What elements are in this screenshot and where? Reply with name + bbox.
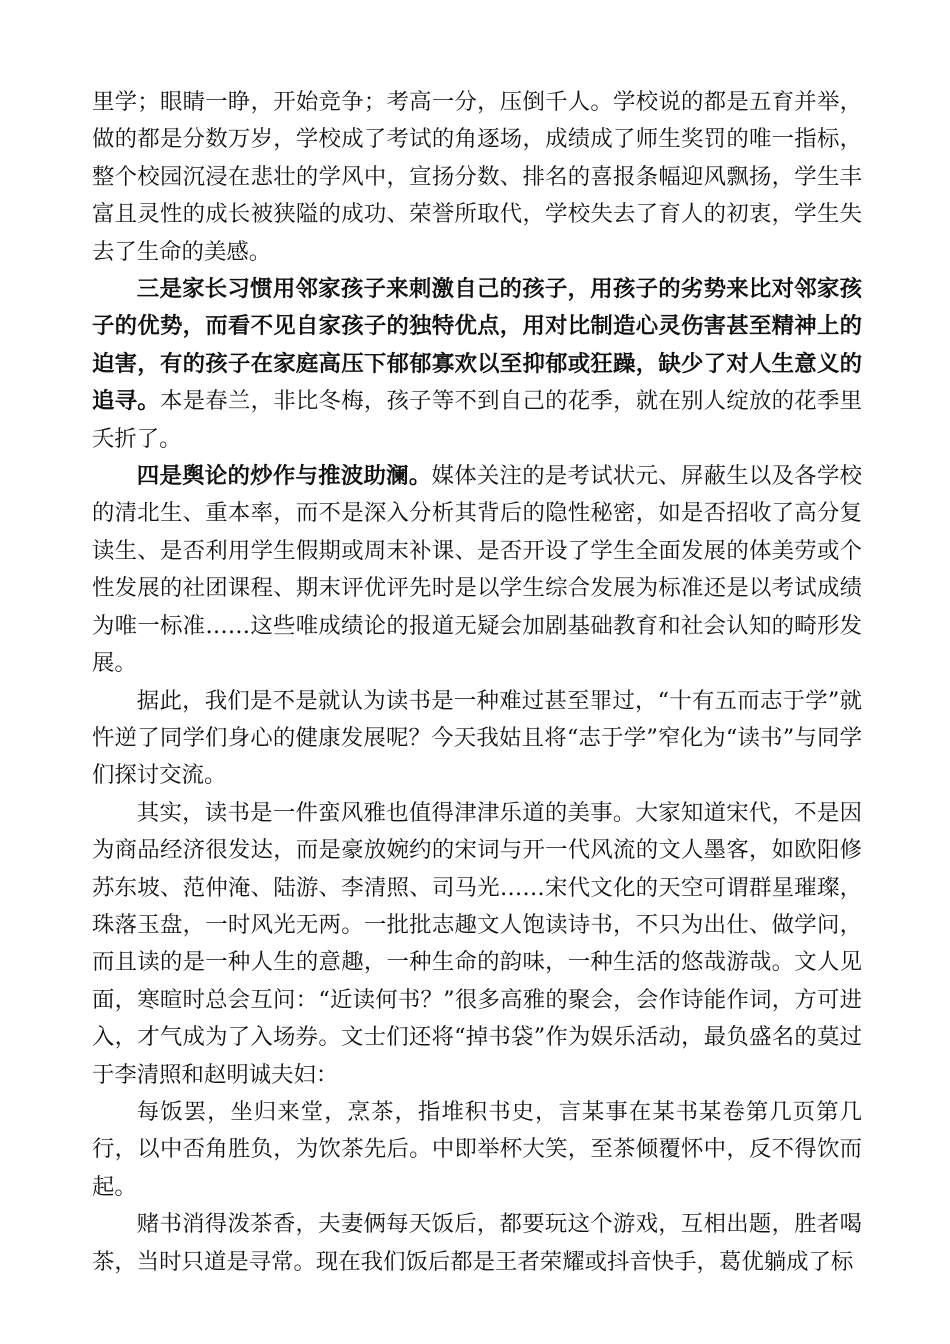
document-page: [92, 84, 862, 1281]
paragraph-song-dynasty-reading: [92, 795, 862, 1094]
paragraph-book-tea-game: [92, 1206, 862, 1281]
paragraph-text: 媒体关注的是考试状元、屏蔽生以及各学校的清北生、重本率，而不是深入分析其背后的隐性秘密，如是否招收了高分复读生、是否利用学生假期或周末补课、是否开设了学生全面发展的体美劳或个性发展的社团课程、期末评优评先时是以学生综合发展为标准还是以考试成绩为唯一标准……这些唯成绩论的报道无疑会加剧基础教育和社会认知的畸形发展。: [92, 463, 863, 677]
paragraph-bold-lead: 三是家长习惯用邻家孩子来刺激自己的孩子，用孩子的劣势来比对邻家孩子的优势，而看不见自家孩子的独特优点，用对比制造心灵伤害甚至精神上的迫害，有的孩子在家庭高压下郁郁寡欢以至抑郁或狂躁，缺少了对人生意义的追寻。: [92, 276, 862, 415]
paragraph-text: 赌书消得泼茶香，夫妻俩每天饭后，都要玩这个游戏，互相出题，胜者喝茶，当时只道是寻常。现在我们饭后都是王者荣耀或抖音快手，葛优躺成了标: [92, 1211, 862, 1275]
paragraph-bold-lead: 四是舆论的炒作与推波助澜。: [136, 463, 432, 490]
paragraph-text: 其实，读书是一件蛮风雅也值得津津乐道的美事。大家知道宋代，不是因为商品经济很发达，而是豪放婉约的宋词与开一代风流的文人墨客，如欧阳修苏东坡、范仲淹、陆游、李清照、司马光……宋代文化的天空可谓群星璀璨，珠落玉盘，一时风光无两。一批批志趣文人饱读诗书，不只为出仕、做学问，而且读的是一种人生的意趣，一种生命的韵味，一种生活的悠哉游哉。文人见面，寒暄时总会互问：“近读何书？”很多高雅的聚会，会作诗能作词，方可进入，才气成为了入场券。文士们还将“掉书袋”作为娱乐活动，最负盛名的莫过于李清照和赵明诚夫妇：: [92, 799, 862, 1088]
paragraph-parents-comparison: [92, 271, 862, 458]
paragraph-text: 本是春兰，非比冬梅，孩子等不到自己的花季，就在别人绽放的花季里夭折了。: [92, 388, 863, 452]
paragraph-media-hype: [92, 458, 862, 682]
paragraph-reading-question: [92, 683, 862, 795]
paragraph-text: 里学；眼睛一睁，开始竞争；考高一分，压倒千人。学校说的都是五育并举，做的都是分数万岁，学校成了考试的角逐场，成绩成了师生奖罚的唯一指标，整个校园沉浸在悲壮的学风中，宣扬分数、排名的喜报条幅迎风飘扬，学生丰富且灵性的成长被狭隘的成功、荣誉所取代，学校失去了育人的初衷，学生失去了生命的美感。: [92, 89, 862, 265]
paragraph-school-exam-culture: [92, 84, 862, 271]
paragraph-text: 据此，我们是不是就认为读书是一种难过甚至罪过，“十有五而志于学”就忤逆了同学们身心的健康发展呢？今天我姑且将“志于学”窄化为“读书”与同学们探讨交流。: [92, 687, 862, 789]
paragraph-quote-li-qingzhao: [92, 1094, 862, 1206]
paragraph-text: 每饭罢，坐归来堂，烹茶，指堆积书史，言某事在某书某卷第几页第几行，以中否角胜负，为饮茶先后。中即举杯大笑，至茶倾覆怀中，反不得饮而起。: [92, 1098, 862, 1200]
